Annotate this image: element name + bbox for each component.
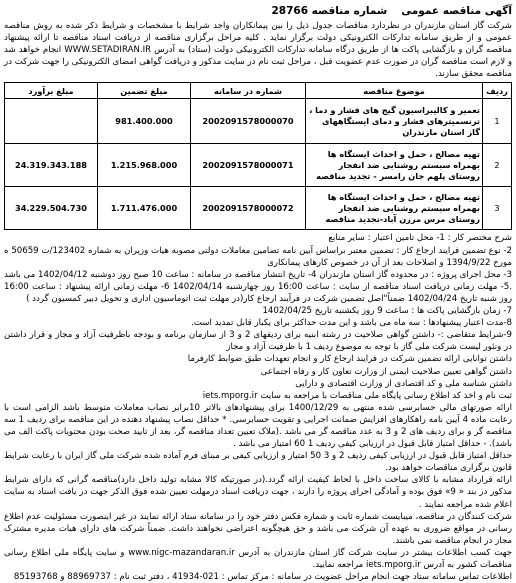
header-guarantee: مبلغ تضمین (98, 83, 191, 99)
row-guarantee: 1.215.968.000 (98, 144, 191, 187)
term-line: داشتن شناسه ملی و کد اقتصادی از وزارت اقتصادی و دارایی (295, 378, 512, 389)
row-guarantee: 981.400.000 (98, 99, 191, 144)
row-subject: تعمیر و کالیبراسیون گیج های فشار و دما ، ترنسمیترهای فشار و دمای ایستگاههای گاز استان مازندران (306, 99, 483, 144)
row-estimate: 34.229.504.730 (5, 187, 98, 230)
term-line: داشتن توانایی ارائه تضمین شرکت در فرایند ارجاع کار و انجام تعهدات طبق ضوابط کارفرما (187, 354, 512, 365)
intro-paragraph: شرکت گاز استان مازندران در نظردارد مناقصات جدول ذیل را بین پیمانکاران واجد شرایط با مشخصات و شرایط ذکر شده به روش مناقصه عمومی و از طریق سامانه تدارکات الکترونیکی دولت برگزار نماید . کلیه مراحل برگزاری مناقصه از دریافت اسناد مناقصه تا ارائه پیشنهاد مناقصه گران و بازگشایی پاکت ها از طریق درگاه سامانه تدارکات الکترونیکی دولت (ستاد) به آدرس WWW.SETADIRAN.IR انجام خواهد شد و لازم است مناقصه گران در صورت عدم عضویت قبل ، مراحل ثبت نام در سایت مذکور و دریافت گواهی امضای الکترونیکی را جهت شرکت در مناقصه محقق سازند. (4, 21, 512, 80)
term-line: داشتن گواهی تعیین صلاحیت ایمنی از وزارت تعاون کار و رفاه اجتماعی (260, 366, 512, 377)
row-number: 2 (483, 144, 512, 187)
header-subject: موضوع مناقصه (306, 83, 483, 99)
tender-notice (4, 4, 513, 583)
notice-type: آگهی مناقصه عمومی (401, 5, 512, 17)
term-line: 2- نوع تضمین فرایند ارجاع کار : تضمین معتبر براساس آیین نامه تضامین معاملات دولتی مصوبه هیات وزیران به شماره 123402/ت 50659 ه مورخ 1394/9/22 و اصلاحات بعد از آن در خصوص کارهای پیمانکاری (4, 245, 513, 268)
row-estimate: 24.319.343.188 (5, 144, 98, 187)
term-line: شرح مختصر کار : 1- محل تامین اعتبار : سایر منابع (328, 233, 512, 244)
row-system-number: 2002091578000072 (191, 187, 306, 230)
term-line: شرکت کنندگان در مناقصه، میبایست شماره ثابت و شماره فکس دفتر خود را در سامانه ستاد ارائه نمایند در غیر اینصورت مسئولیت عدم اطلاع رسانی در مواقع ضروری به عهده آن شرکت می باشد و حق هیچگونه اعتراضی نخواهند داشت. ضمناً شرکت های دارای هیات مدیره مشترک مجاز در انجام مناقصه نمی باشند. (4, 511, 512, 546)
term-line: حداقل امتیاز قابل قبول در ارزیابی کیفی ردیف 2 و 3 50 امتیاز و ارزیابی کیفی بر مبنای فرم آماده شده شرکت ملی گاز ایران با رعایت شرایط قانون برگزاری مناقصات خواهد بود. (4, 451, 513, 474)
term-line: 7- زمان بازگشایی پاکت ها : ساعت 9 روز یکشنبه تاریخ 1402/04/25 (262, 306, 512, 317)
header-row-no: ردیف (483, 83, 512, 99)
row-subject: تهیه مصالح ، حمل و احداث ایستگاه ها بهمراه سیستم روشنایی ضد انفجار روستای مرس مرزن آباد-تجدید مناقصه (306, 187, 483, 230)
row-estimate (5, 99, 98, 144)
notice-header (4, 4, 512, 19)
row-number: 3 (483, 187, 512, 230)
term-line: 8-مدت اعتبار پیشنهادها : سه ماه می باشد و این مدت حداکثر برای یکبار قابل تمدید است. (191, 318, 512, 329)
tender-number: شماره مناقصه 28766 (271, 5, 388, 17)
terms-section (4, 232, 512, 583)
header-estimate: مبلغ برآورد (5, 83, 98, 99)
term-line: 9-شرایط متقاضی :- داشتن گواهی صلاحیت در رشته ابنیه برای ردیفهای 2 و 3 از سازمان برنامه و بودجه باظرفیت آزاد و مجاز و قرار داشتن در ونئور لیست شرکت ملی گاز با توجه به موضوع ردیف 1 با ظرفیت آزاد و مجاز (4, 330, 512, 353)
row-number: 1 (483, 99, 512, 144)
term-line: جهت کسب اطلاعات بیشتر در سایت شرکت گاز استان مازندران به آدرس www.nigc-mazandaran.ir و سایت پایگاه ملی اطلاع رسانی مناقصات کشور به آدرس iets.mporg.ir مراجعه نمایید. (4, 547, 512, 570)
table-row (5, 144, 512, 187)
row-system-number: 2002091578000070 (191, 99, 306, 144)
row-subject: تهیه مصالح ، حمل و احداث ایستگاه ها بهمراه سیستم روشنایی ضد انفجار روستای پلهم جان رامسر - تجدید مناقصه (306, 144, 483, 187)
table-header-row (5, 83, 512, 99)
tender-table (4, 82, 512, 230)
table-row (5, 99, 512, 144)
term-line: ارائه قرارداد مشابه با کالای ساخت داخل با لحاظ کیفیت ارائه گردد.(در صورتیکه کالا مشابه تولید داخل دارد)مناقصه گرانی که دارای شرایط مذکور در بند « 9» فوق بوده و آمادگی اجرای پروژه را دارند ، جهت دریافت اسناد درمهلت تعیین شده فوق الذکر جهت در یافت اسناد به سایت اعلام شده مراجعه نمایند . (4, 475, 513, 510)
term-line: اطلاعات تماس سامانه ستاد جهت انجام مراحل عضویت در سامانه : مرکز تماس : 021-41934 ، دفتر ثبت نام : 88969737 و 85193768 (13, 572, 512, 583)
row-system-number: 2002091578000071 (191, 144, 306, 187)
term-line: ثبت نام و اخذ کد اطلاع رسانی پایگاه ملی مناقصات با مراجعه به سایت iets.mporg.ir (202, 390, 512, 401)
term-line: ارائه صورتهای مالی حسابرسی شده منتهی به 1400/12/29 برای پیشنهادهای بالاتر 10برابر نصاب معاملات متوسط باشد الزامی است با رعایت ماده 4 آیین نامه راهکارهای افزایش ضمانت اجرایی و تقویت حسابرسی. * حداقل نصاب پیشنهاد دهنده در این مناقصه برای ردیف 1 سه مناقصه گر و برای ردیف های 2 و 3 به عدد مناقصه گر می باشد .(ملاک تعیین تعداد مناقصه گر، بعد از تایید صحت بودن محتویات پاکت الف می باشد). - حداقل امتیاز قابل قبول در ارزیابی کیفی ردیف 1 60 امتیاز می باشد . (4, 402, 513, 450)
header-system-no: شماره در سامانه (191, 83, 306, 99)
row-guarantee: 1.711.476.000 (98, 187, 191, 230)
term-line: 3- محل اجرای پروژه : در محدوده گاز استان مازندران 4- تاریخ انتشار مناقصه در سامانه : ساعت 10 صبح روز دوشنبه 1402/04/12 می باشد .5- مهلت زمانی دریافت اسناد مناقصه از سایت : ساعت 16:00 روز چهارشنبه 1402/04/14 6- مهلت زمانی ارائه پیشنهاد : ساعت 16:00 روز شنبه تاریخ 1402/04/24 ضمناً"اصل تضمین شرکت در فرآیند ارجاع کار(در مهلت ثبت اتوماسیون اداری و تحویل دبیر کمسیون گردد ) (4, 269, 512, 304)
table-row (5, 187, 512, 230)
